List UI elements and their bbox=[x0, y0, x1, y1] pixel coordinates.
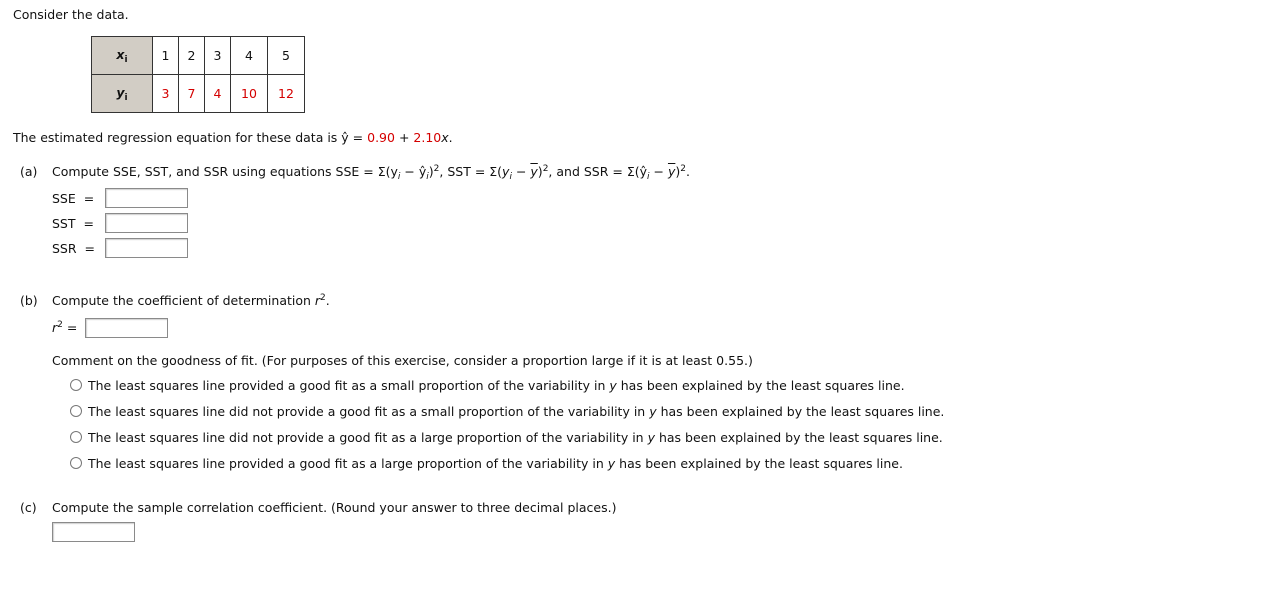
y-header: $y_i$ bbox=[92, 75, 153, 113]
option-radio-4[interactable] bbox=[70, 457, 82, 469]
part-a-label: (a) bbox=[20, 164, 38, 179]
y-cell: 7 bbox=[179, 75, 205, 113]
y-cell: 10 bbox=[231, 75, 268, 113]
option-label-1[interactable]: The least squares line provided a good fit as a small proportion of the variability in y has been explained by the least squares line. bbox=[88, 378, 905, 393]
intro-text: Consider the data. bbox=[13, 7, 129, 22]
option-label-4[interactable]: The least squares line provided a good fit as a large proportion of the variability in y has been explained by the least squares line. bbox=[88, 456, 903, 471]
part-a-question: Compute SSE, SST, and SSR using equations SSE = $\Sigma(y_i$ − $ŷ_i)^2$, SST = $\Sigma(y_i - \overline{y})^2$, and SSR = $\Sigma(ŷ_i - \overline{y})^2$. bbox=[52, 164, 690, 182]
y-cell: 4 bbox=[205, 75, 231, 113]
y-cell: 3 bbox=[153, 75, 179, 113]
r2-label: $r^2$ = bbox=[52, 320, 78, 335]
x-header: $x_i$ bbox=[92, 37, 153, 75]
sst-label: SST = bbox=[52, 216, 94, 231]
x-cell: 2 bbox=[179, 37, 205, 75]
sst-input[interactable] bbox=[105, 213, 188, 233]
option-radio-2[interactable] bbox=[70, 405, 82, 417]
x-cell: 4 bbox=[231, 37, 268, 75]
option-radio-3[interactable] bbox=[70, 431, 82, 443]
regression-equation: The estimated regression equation for these data is ŷ = 0.90 + 2.10x. bbox=[13, 130, 453, 145]
part-c-label: (c) bbox=[20, 500, 37, 515]
y-cell: 12 bbox=[268, 75, 305, 113]
slope-value: 2.10 bbox=[413, 130, 442, 145]
x-cell: 5 bbox=[268, 37, 305, 75]
data-table bbox=[91, 36, 305, 113]
ssr-label: SSR = bbox=[52, 241, 95, 256]
correlation-input[interactable] bbox=[52, 522, 135, 542]
option-label-3[interactable]: The least squares line did not provide a good fit as a large proportion of the variability in y has been explained by the least squares line. bbox=[88, 430, 943, 445]
sse-input[interactable] bbox=[105, 188, 188, 208]
ssr-input[interactable] bbox=[105, 238, 188, 258]
part-b-label: (b) bbox=[20, 293, 38, 308]
intercept-value: 0.90 bbox=[367, 130, 395, 145]
sse-label: SSE = bbox=[52, 191, 95, 206]
comment-prompt: Comment on the goodness of fit. (For purposes of this exercise, consider a proportion large if it is at least 0.55.) bbox=[52, 353, 753, 368]
option-radio-1[interactable] bbox=[70, 379, 82, 391]
x-row bbox=[92, 37, 305, 75]
r2-input[interactable] bbox=[85, 318, 168, 338]
y-row bbox=[92, 75, 305, 113]
part-c-question: Compute the sample correlation coefficient. (Round your answer to three decimal places.) bbox=[52, 500, 617, 515]
x-cell: 3 bbox=[205, 37, 231, 75]
part-b-question: Compute the coefficient of determination $r^2$. bbox=[52, 293, 330, 308]
option-label-2[interactable]: The least squares line did not provide a good fit as a small proportion of the variability in y has been explained by the least squares line. bbox=[88, 404, 945, 419]
x-cell: 1 bbox=[153, 37, 179, 75]
